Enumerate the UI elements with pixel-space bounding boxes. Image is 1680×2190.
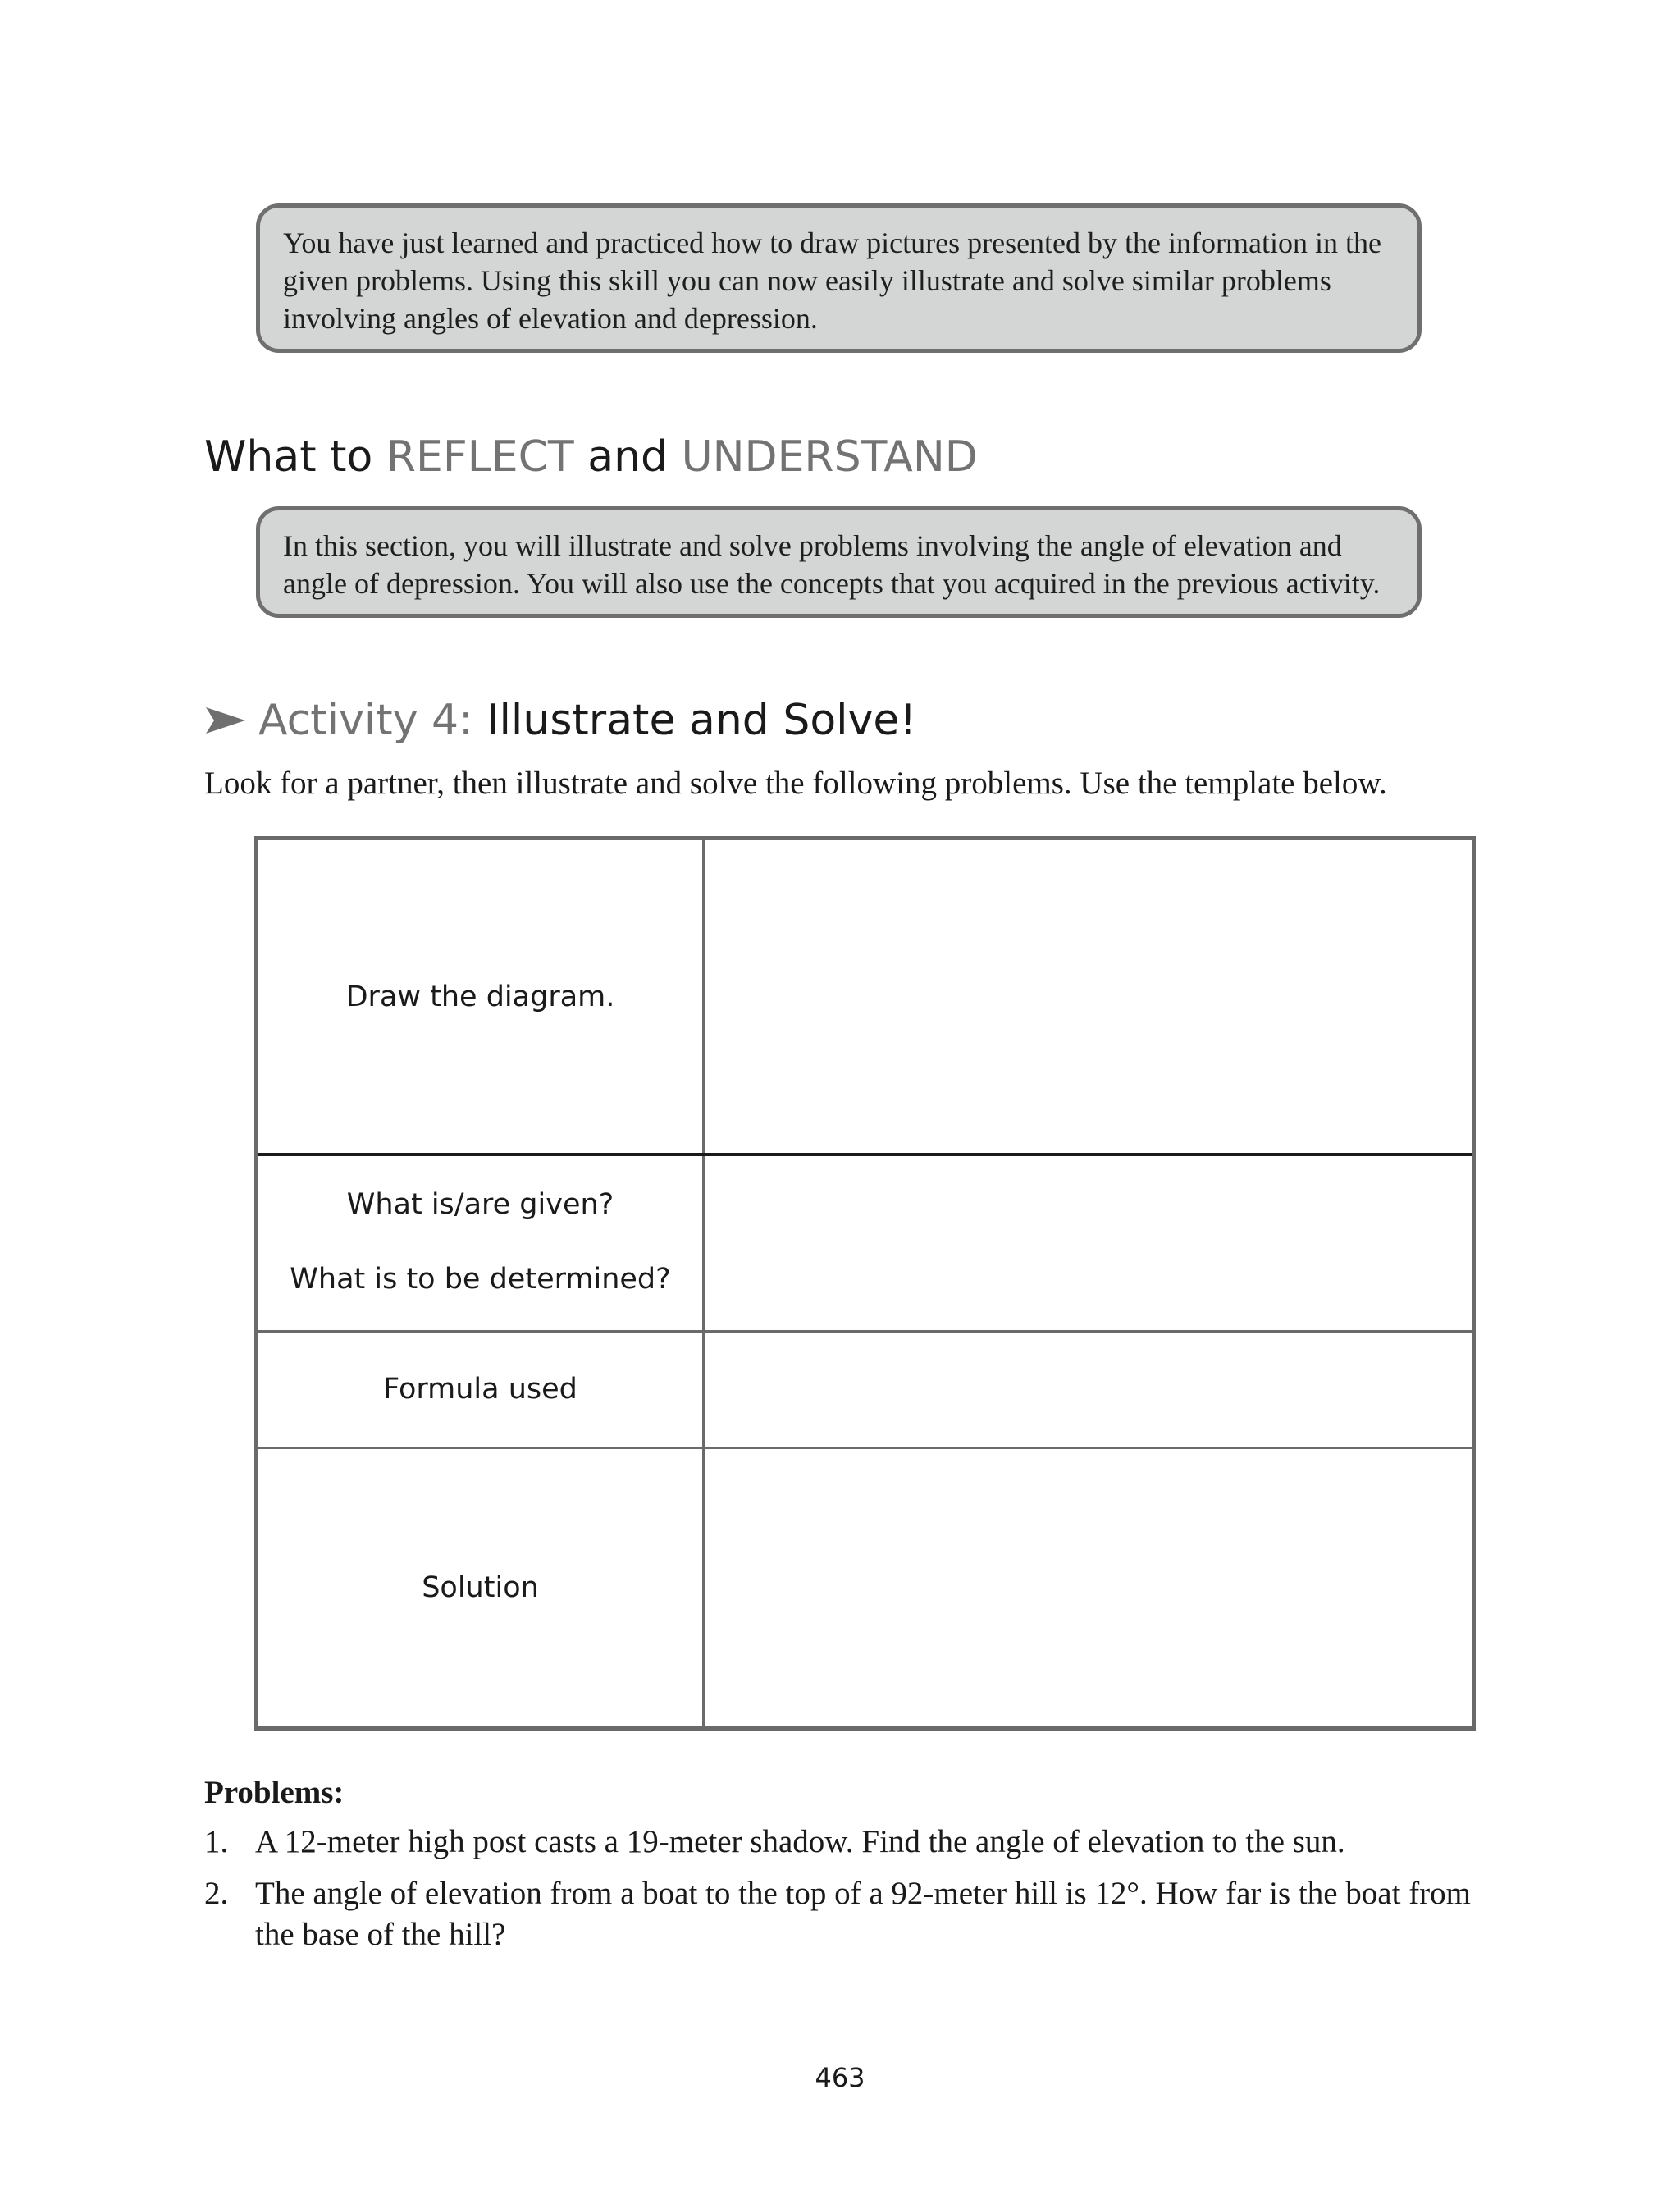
activity-title: Illustrate and Solve! bbox=[486, 696, 917, 745]
section-heading-understand: UNDERSTAND bbox=[681, 432, 978, 482]
problem-text: A 12-meter high post casts a 19-meter shadow. Find the angle of elevation to the sun. bbox=[255, 1824, 1345, 1859]
activity-label: Activity 4: bbox=[258, 696, 473, 745]
problem-number: 2. bbox=[204, 1876, 229, 1911]
intro-callout-box bbox=[256, 203, 1422, 353]
arrow-bullet-icon bbox=[204, 706, 247, 735]
problems-heading: Problems: bbox=[204, 1775, 345, 1810]
draw-diagram-label: Draw the diagram. bbox=[345, 981, 615, 1013]
template-row-solution bbox=[258, 1449, 1472, 1726]
solution-template-table bbox=[254, 836, 1476, 1731]
section-callout-text: In this section, you will illustrate and solve problems involving the angle of elevation and angle of depression. You will also use the concepts that you acquired in the previous activity. bbox=[283, 529, 1381, 600]
section-heading-middle: and bbox=[573, 432, 682, 482]
activity-instruction: Look for a partner, then illustrate and solve the following problems. Use the template below. bbox=[204, 766, 1387, 801]
formula-answer-cell[interactable] bbox=[705, 1333, 1472, 1447]
solution-label: Solution bbox=[422, 1571, 539, 1604]
solution-answer-cell[interactable] bbox=[705, 1449, 1472, 1726]
section-heading-reflect: REFLECT bbox=[386, 432, 574, 482]
given-answer-cell[interactable] bbox=[705, 1156, 1472, 1330]
to-be-determined-label: What is to be determined? bbox=[290, 1263, 671, 1296]
problem-number: 1. bbox=[204, 1824, 229, 1859]
template-row-given bbox=[258, 1156, 1472, 1333]
activity-heading bbox=[204, 692, 916, 749]
diagram-answer-cell[interactable] bbox=[705, 840, 1472, 1153]
problem-item bbox=[204, 1873, 1484, 1955]
section-callout-box bbox=[256, 506, 1422, 618]
given-label: What is/are given? bbox=[346, 1188, 614, 1221]
formula-used-label: Formula used bbox=[383, 1373, 578, 1406]
template-row-diagram bbox=[258, 840, 1472, 1156]
problem-item bbox=[204, 1822, 1484, 1863]
page-number: 463 bbox=[815, 2062, 865, 2093]
section-heading-prefix: What to bbox=[204, 432, 386, 482]
problem-text: The angle of elevation from a boat to the top of a 92-meter hill is 12°. How far is the boat from the base of the hill? bbox=[255, 1876, 1471, 1952]
intro-callout-text: You have just learned and practiced how to draw pictures presented by the information in the given problems. Using this skill you can now easily illustrate and solve similar problems involving angles of elevation and depression. bbox=[283, 226, 1381, 335]
section-heading bbox=[204, 428, 978, 486]
template-row-formula bbox=[258, 1333, 1472, 1449]
